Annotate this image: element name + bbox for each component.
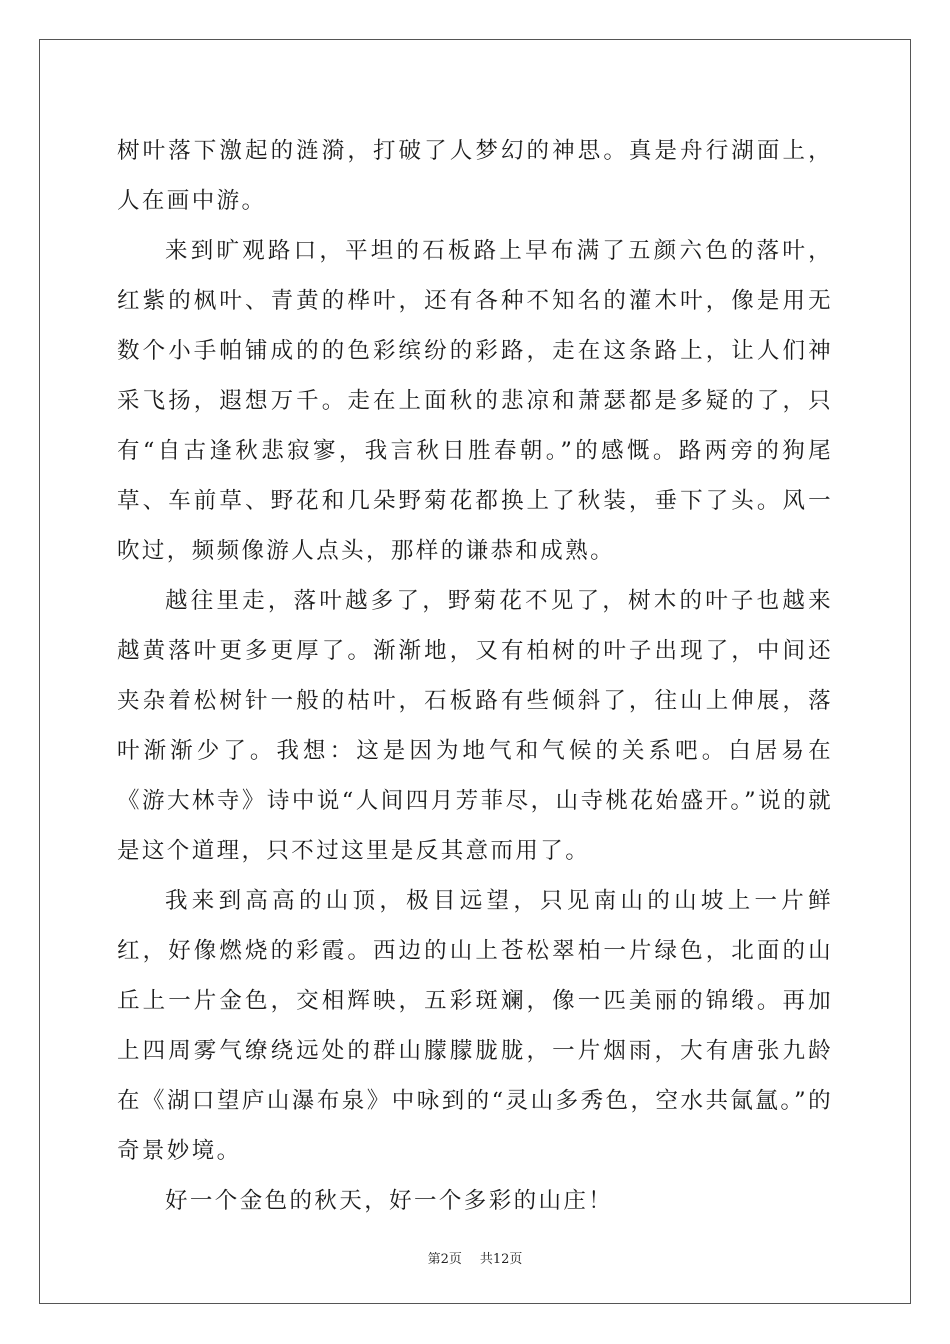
page-number: 第2页	[427, 1252, 462, 1267]
paragraph-2: 来到旷观路口，平坦的石板路上早布满了五颜六色的落叶，红紫的枫叶、青黄的桦叶，还有各种不知名的灌木叶，像是用无数个小手帕铺成的的色彩缤纷的彩路，走在这条路上，让人们神采飞扬，遐想万千。走在上面秋的悲凉和萧瑟都是多疑的了，只有“自古逢秋悲寂寥，我言秋日胜春朝。”的感慨。路两旁的狗尾草、车前草、野花和几朵野菊花都换上了秋装，垂下了头。风一吹过，频频像游人点头，那样的谦恭和成熟。	[117, 238, 833, 564]
paragraph-4: 我来到高高的山顶，极目远望，只见南山的山坡上一片鲜红，好像燃烧的彩霞。西边的山上苍松翠柏一片绿色，北面的山丘上一片金色，交相辉映，五彩斑斓，像一匹美丽的锦缎。再加上四周雾气缭绕远处的群山朦朦胧胧，一片烟雨，大有唐张九龄在《湖口望庐山瀑布泉》中咏到的“灵山多秀色，空水共氤氲。”的奇景妙境。	[117, 888, 833, 1164]
paragraph-5: 好一个金色的秋天，好一个多彩的山庄！	[165, 1188, 614, 1214]
page-footer	[0, 1248, 950, 1267]
page-total: 共12页	[479, 1252, 523, 1267]
body-text	[117, 126, 833, 1226]
paragraph-1: 树叶落下激起的涟漪，打破了人梦幻的神思。真是舟行湖面上，人在画中游。	[117, 138, 833, 214]
paragraph-3: 越往里走，落叶越多了，野菊花不见了，树木的叶子也越来越黄落叶更多更厚了。渐渐地，又有柏树的叶子出现了，中间还夹杂着松树针一般的枯叶，石板路有些倾斜了，往山上伸展，落叶渐渐少了。我想：这是因为地气和气候的关系吧。白居易在《游大林寺》诗中说“人间四月芳菲尽，山寺桃花始盛开。”说的就是这个道理，只不过这里是反其意而用了。	[117, 588, 833, 864]
